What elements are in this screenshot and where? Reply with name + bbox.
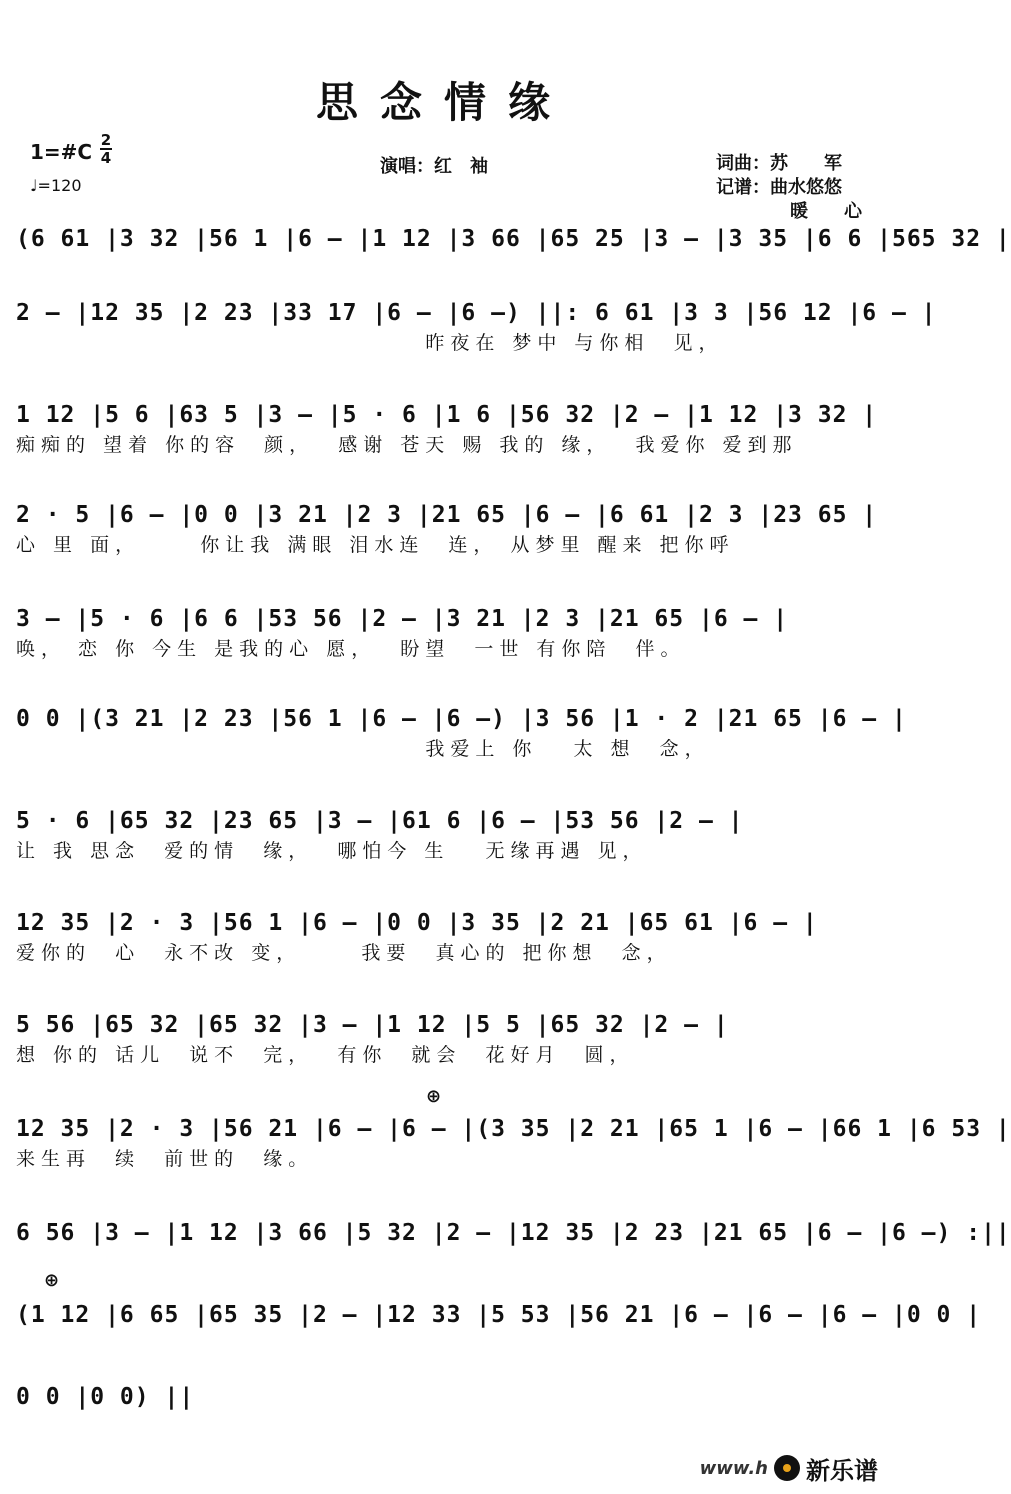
score-row-13 xyxy=(16,1380,872,1414)
song-title: 思念情缘 xyxy=(315,78,572,127)
notation-line: 0 0 |0 0) || xyxy=(16,1384,195,1410)
singer-credit: 演唱：红 袖 xyxy=(380,156,488,177)
lyrics-line: 爱你的 心 永不改 变， 我要 真心的 把你想 念， xyxy=(16,942,672,964)
lyrics-line: 让 我 思念 爱的情 缘， 哪怕今 生 无缘再遇 见， xyxy=(16,840,648,862)
lyrics-line: 唤， 恋 你 今生 是我的心 愿， 盼望 一世 有你陪 伴。 xyxy=(16,638,686,660)
watermark-footer xyxy=(700,1450,878,1486)
lyrics-line: 痴痴的 望着 你的容 颜， 感谢 苍天 赐 我的 缘， 我爱你 爱到那 xyxy=(16,434,798,456)
lyrics-line: 我爱上 你 太 想 念， xyxy=(16,738,710,760)
score-row-5 xyxy=(16,602,872,662)
score-row-4 xyxy=(16,498,878,558)
notation-line: (1 12 |6 65 |65 35 |2 – |12 33 |5 53 |56 21 |6 – |6 – |6 – |0 0 | xyxy=(16,1302,982,1328)
tempo-marking: ♩=120 xyxy=(30,176,82,195)
lyrics-line: 来生再 续 前世的 缘。 xyxy=(16,1148,314,1170)
notation-line: 6 56 |3 – |1 12 |3 66 |5 32 |2 – |12 35 |2 23 |21 65 |6 – |6 –) :|| xyxy=(16,1220,1011,1246)
notation-line: (6 61 |3 32 |56 1 |6 – |1 12 |3 66 |65 25 |3 – |3 35 |6 6 |565 32 | xyxy=(16,226,1011,252)
lyrics-line: 昨夜在 梦中 与你相 见， xyxy=(16,332,724,354)
time-signature xyxy=(100,132,112,166)
score-row-12 xyxy=(16,1298,982,1332)
record-logo-icon xyxy=(774,1455,800,1481)
score-row-1 xyxy=(16,222,1011,256)
composer-credit: 词曲：苏 军 xyxy=(716,153,842,174)
coda-icon: ⊕ xyxy=(44,1270,60,1291)
watermark-url: www.h xyxy=(699,1457,768,1479)
notation-line: 1 12 |5 6 |63 5 |3 – |5 · 6 |1 6 |56 32 |2 – |1 12 |3 32 | xyxy=(16,402,878,428)
notation-line: 5 · 6 |65 32 |23 65 |3 – |61 6 |6 – |53 56 |2 – | xyxy=(16,808,744,834)
score-row-2 xyxy=(16,296,937,356)
time-signature-bottom: 4 xyxy=(100,149,112,167)
notation-line: 0 0 |(3 21 |2 23 |56 1 |6 – |6 –) |3 56 |1 · 2 |21 65 |6 – | xyxy=(16,706,907,732)
brand-logo: 新乐谱 xyxy=(806,1456,878,1485)
notation-line: 2 – |12 35 |2 23 |33 17 |6 – |6 –) ||: 6 61 |3 3 |56 12 |6 – | xyxy=(16,300,937,326)
notation-line: 5 56 |65 32 |65 32 |3 – |1 12 |5 5 |65 32 |2 – | xyxy=(16,1012,729,1038)
credits-block xyxy=(716,152,862,224)
score-row-8 xyxy=(16,906,872,966)
coda-icon: ⊕ xyxy=(426,1086,442,1107)
notation-line: 12 35 |2 · 3 |56 1 |6 – |0 0 |3 35 |2 21 |65 61 |6 – | xyxy=(16,910,818,936)
notation-line: 2 · 5 |6 – |0 0 |3 21 |2 3 |21 65 |6 – |6 61 |2 3 |23 65 | xyxy=(16,502,878,528)
key-signature: 1=#C xyxy=(30,140,93,164)
time-signature-top: 2 xyxy=(100,131,112,149)
lyrics-line: 心 里 面， 你让我 满眼 泪水连 连， 从梦里 醒来 把你呼 xyxy=(16,534,735,556)
score-row-10 xyxy=(16,1112,1011,1172)
score-row-7 xyxy=(16,804,872,864)
notation-line: 3 – |5 · 6 |6 6 |53 56 |2 – |3 21 |2 3 |21 65 |6 – | xyxy=(16,606,789,632)
transcriber2-credit: 暖 心 xyxy=(790,201,862,222)
score-row-3 xyxy=(16,398,878,458)
score-row-6 xyxy=(16,702,907,762)
transcriber-credit: 记谱：曲水悠悠 xyxy=(716,177,842,198)
lyrics-line: 想 你的 话儿 说不 完， 有你 就会 花好月 圆， xyxy=(16,1044,635,1066)
notation-line: 12 35 |2 · 3 |56 21 |6 – |6 – |(3 35 |2 21 |65 1 |6 – |66 1 |6 53 | xyxy=(16,1116,1011,1142)
score-row-9 xyxy=(16,1008,872,1068)
score-row-11 xyxy=(16,1216,1011,1250)
